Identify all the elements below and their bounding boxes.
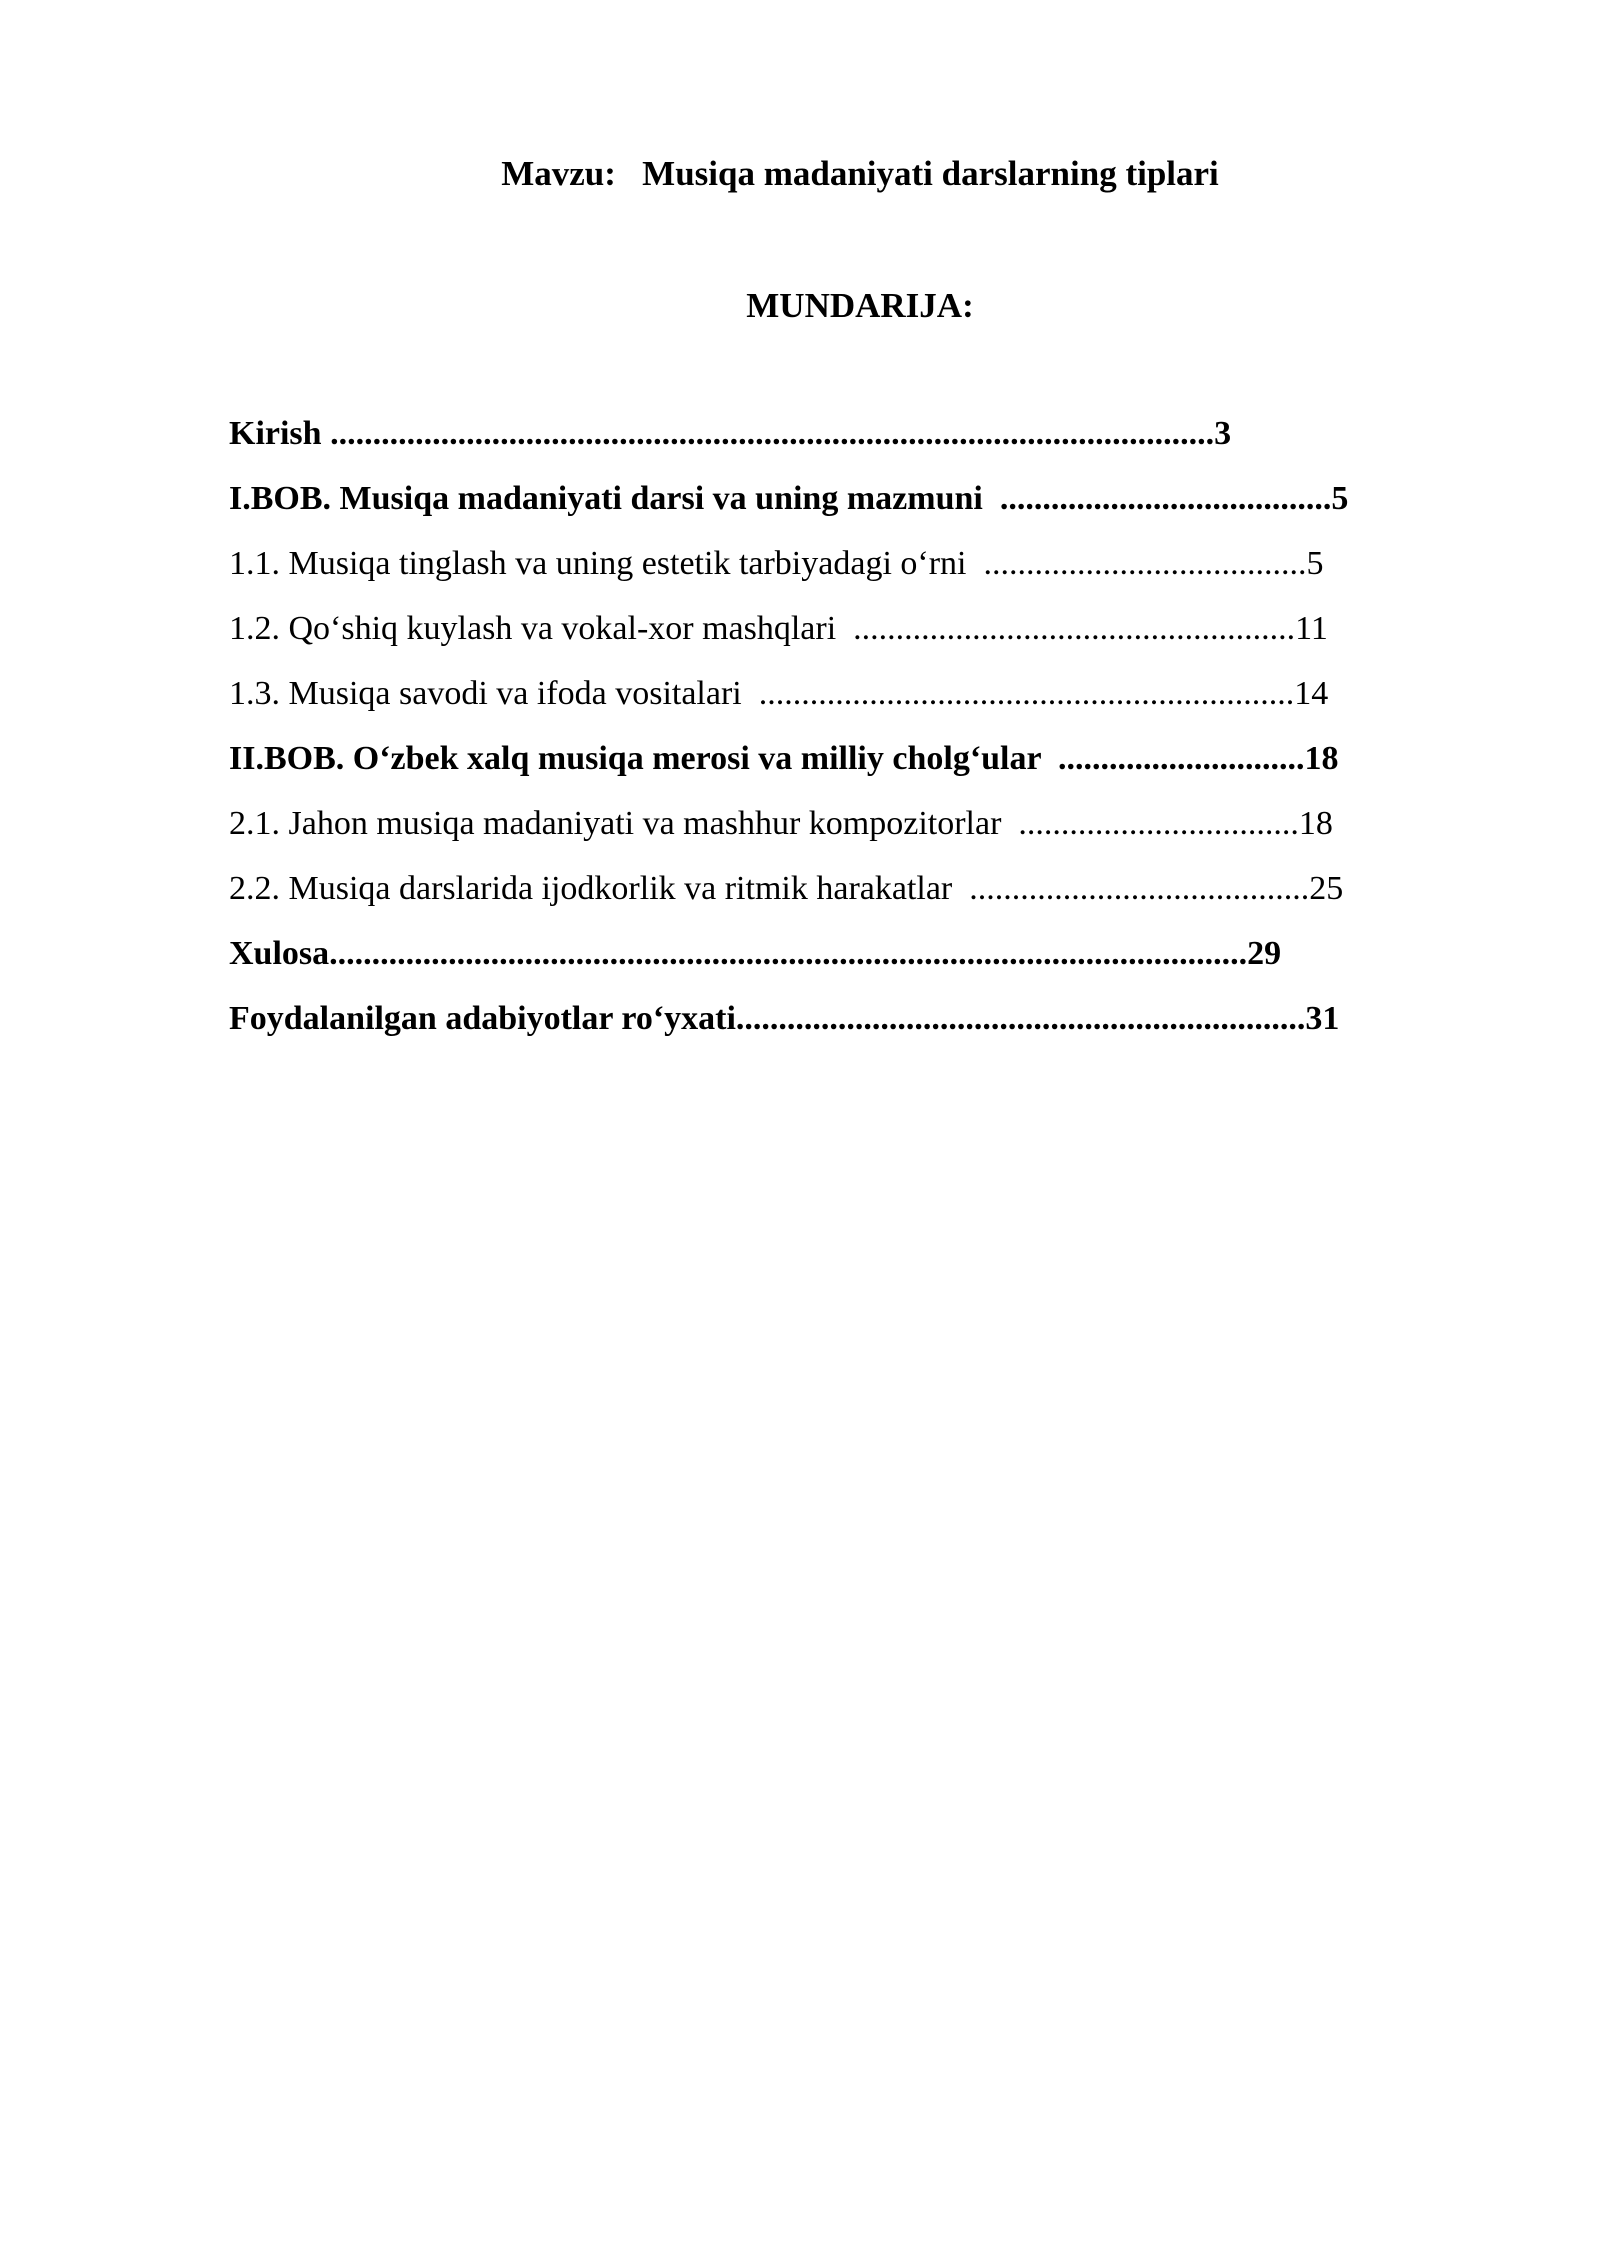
- toc-entry-leader: ....................................................: [844, 610, 1296, 647]
- toc-entry-leader: .......................................: [991, 480, 1332, 517]
- table-of-contents: [229, 410, 1489, 1060]
- toc-entry-page: 3: [1214, 415, 1232, 452]
- toc-entry-section-1-1: [229, 540, 1489, 605]
- toc-entry-title: Xulosa: [229, 935, 330, 972]
- toc-entry-section-2-1: [229, 800, 1489, 865]
- toc-entry-page: 25: [1309, 870, 1344, 907]
- toc-entry-leader: .................................: [1009, 805, 1299, 842]
- toc-entry-page: 14: [1294, 675, 1329, 712]
- toc-entry-page: 29: [1247, 935, 1282, 972]
- toc-entry-title: 2.2. Musiqa darslarida ijodkorlik va ritmik harakatlar: [229, 870, 961, 907]
- toc-entry-page: 18: [1298, 805, 1333, 842]
- document-topic: Mavzu: Musiqa madaniyati darslarning tiplari: [501, 154, 1219, 193]
- toc-entry-section-1-3: [229, 670, 1489, 735]
- toc-entry-leader: .............................: [1049, 740, 1305, 777]
- toc-entry-xulosa: [229, 930, 1489, 995]
- toc-entry-section-1-2: [229, 605, 1489, 670]
- toc-entry-leader: ........................................................................................................: [321, 415, 1215, 452]
- toc-entry-title: II.BOB. O‘zbek xalq musiqa merosi va milliy cholg‘ular: [229, 740, 1050, 777]
- toc-entry-leader: ............................................................................................................: [329, 935, 1248, 972]
- toc-entry-kirish: [229, 410, 1489, 475]
- toc-entry-leader: ......................................: [974, 545, 1307, 582]
- toc-entry-page: 31: [1305, 1000, 1340, 1037]
- toc-entry-leader: ........................................: [960, 870, 1310, 907]
- toc-entry-page: 18: [1304, 740, 1339, 777]
- toc-entry-title: Kirish: [229, 415, 322, 452]
- toc-entry-leader: ...............................................................: [750, 675, 1295, 712]
- toc-entry-page: 11: [1295, 610, 1328, 647]
- toc-entry-leader: ...................................................................: [735, 1000, 1306, 1037]
- toc-entry-title: 1.1. Musiqa tinglash va uning estetik tarbiyadagi o‘rni: [229, 545, 975, 582]
- toc-entry-section-2-2: [229, 865, 1489, 930]
- toc-entry-chapter-2: [229, 735, 1489, 800]
- toc-entry-title: 1.3. Musiqa savodi va ifoda vositalari: [229, 675, 751, 712]
- toc-entry-title: I.BOB. Musiqa madaniyati darsi va uning mazmuni: [229, 480, 992, 517]
- toc-entry-page: 5: [1331, 480, 1349, 517]
- toc-entry-title: Foydalanilgan adabiyotlar ro‘yxati: [229, 1000, 736, 1037]
- toc-entry-title: 2.1. Jahon musiqa madaniyati va mashhur kompozitorlar: [229, 805, 1010, 842]
- toc-entry-references: [229, 995, 1489, 1060]
- toc-heading: MUNDARIJA:: [746, 286, 974, 325]
- toc-entry-title: 1.2. Qo‘shiq kuylash va vokal-xor mashqlari: [229, 610, 845, 647]
- toc-entry-page: 5: [1306, 545, 1324, 582]
- toc-entry-chapter-1: [229, 475, 1489, 540]
